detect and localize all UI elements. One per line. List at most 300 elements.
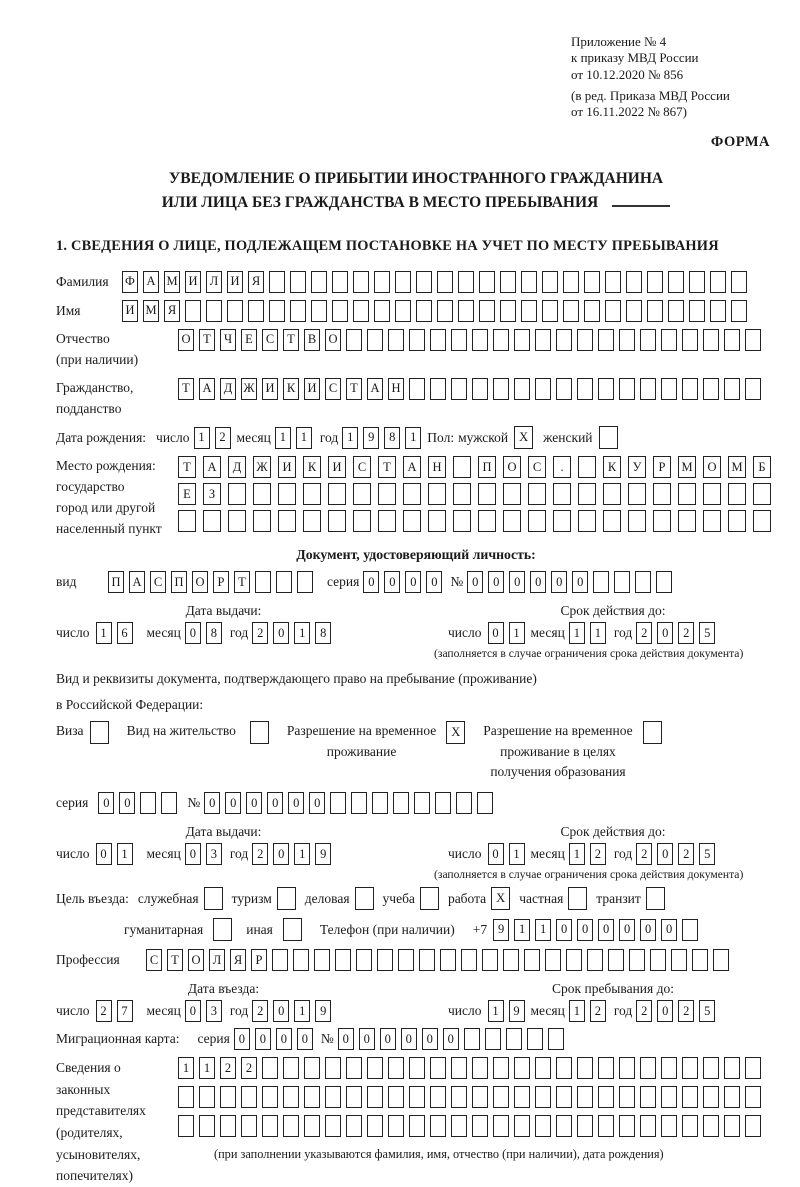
form-cell[interactable]: А bbox=[143, 271, 159, 293]
form-cell[interactable]: 0 bbox=[185, 843, 201, 865]
form-cell[interactable] bbox=[304, 1086, 320, 1108]
form-cell[interactable]: Р bbox=[251, 949, 267, 971]
form-cell[interactable]: Т bbox=[178, 378, 194, 400]
form-cell[interactable] bbox=[451, 1057, 467, 1079]
form-cell[interactable] bbox=[409, 329, 425, 351]
form-cell[interactable] bbox=[493, 378, 509, 400]
form-cell[interactable] bbox=[603, 483, 621, 505]
form-cell[interactable] bbox=[367, 1115, 383, 1137]
form-cell[interactable]: 1 bbox=[590, 622, 606, 644]
form-cell[interactable] bbox=[435, 792, 451, 814]
form-cell[interactable]: 0 bbox=[488, 622, 504, 644]
form-cell[interactable]: 0 bbox=[185, 1000, 201, 1022]
form-cell[interactable]: 1 bbox=[96, 622, 112, 644]
form-cell[interactable] bbox=[393, 792, 409, 814]
form-cell[interactable]: 9 bbox=[493, 919, 509, 941]
form-cell[interactable]: 0 bbox=[530, 571, 546, 593]
form-cell[interactable]: И bbox=[278, 456, 296, 478]
form-cell[interactable] bbox=[577, 1115, 593, 1137]
form-cell[interactable] bbox=[577, 329, 593, 351]
form-cell[interactable] bbox=[314, 949, 330, 971]
form-cell[interactable] bbox=[204, 887, 223, 910]
form-cell[interactable] bbox=[647, 300, 663, 322]
form-cell[interactable] bbox=[278, 510, 296, 532]
form-cell[interactable] bbox=[724, 329, 740, 351]
form-cell[interactable] bbox=[535, 378, 551, 400]
form-cell[interactable] bbox=[528, 510, 546, 532]
form-cell[interactable]: Т bbox=[283, 329, 299, 351]
form-cell[interactable] bbox=[731, 300, 747, 322]
form-cell[interactable] bbox=[330, 792, 346, 814]
form-cell[interactable] bbox=[753, 510, 771, 532]
form-cell[interactable] bbox=[682, 919, 698, 941]
form-cell[interactable] bbox=[199, 1086, 215, 1108]
form-cell[interactable]: О bbox=[188, 949, 204, 971]
form-cell[interactable]: 7 bbox=[117, 1000, 133, 1022]
form-cell[interactable] bbox=[545, 949, 561, 971]
form-cell[interactable]: 2 bbox=[678, 1000, 694, 1022]
form-cell[interactable] bbox=[311, 271, 327, 293]
form-cell[interactable]: 8 bbox=[206, 622, 222, 644]
form-cell[interactable] bbox=[628, 510, 646, 532]
form-cell[interactable] bbox=[278, 483, 296, 505]
form-cell[interactable]: О bbox=[325, 329, 341, 351]
form-cell[interactable] bbox=[556, 378, 572, 400]
form-cell[interactable] bbox=[199, 1115, 215, 1137]
form-cell[interactable] bbox=[506, 1028, 522, 1050]
form-cell[interactable]: Р bbox=[653, 456, 671, 478]
form-cell[interactable]: З bbox=[203, 483, 221, 505]
form-cell[interactable] bbox=[356, 949, 372, 971]
form-cell[interactable] bbox=[587, 949, 603, 971]
form-cell[interactable] bbox=[503, 510, 521, 532]
form-cell[interactable] bbox=[640, 378, 656, 400]
form-cell[interactable]: 0 bbox=[119, 792, 135, 814]
form-cell[interactable]: А bbox=[403, 456, 421, 478]
form-cell[interactable] bbox=[178, 1086, 194, 1108]
form-cell[interactable] bbox=[514, 329, 530, 351]
form-cell[interactable]: 0 bbox=[619, 919, 635, 941]
form-cell[interactable]: 0 bbox=[572, 571, 588, 593]
form-cell[interactable]: 2 bbox=[241, 1057, 257, 1079]
form-cell[interactable] bbox=[548, 1028, 564, 1050]
form-cell[interactable]: Т bbox=[167, 949, 183, 971]
form-cell[interactable]: 0 bbox=[246, 792, 262, 814]
form-cell[interactable] bbox=[461, 949, 477, 971]
form-cell[interactable] bbox=[598, 1057, 614, 1079]
form-cell[interactable]: 0 bbox=[273, 622, 289, 644]
form-cell[interactable] bbox=[556, 1086, 572, 1108]
form-cell[interactable]: 2 bbox=[252, 622, 268, 644]
form-cell[interactable]: О bbox=[503, 456, 521, 478]
form-cell[interactable] bbox=[227, 300, 243, 322]
form-cell[interactable] bbox=[635, 571, 651, 593]
form-cell[interactable]: Р bbox=[213, 571, 229, 593]
form-cell[interactable]: Т bbox=[178, 456, 196, 478]
form-cell[interactable]: 2 bbox=[636, 843, 652, 865]
form-cell[interactable] bbox=[453, 483, 471, 505]
form-cell[interactable] bbox=[650, 949, 666, 971]
form-cell[interactable] bbox=[409, 378, 425, 400]
form-cell[interactable] bbox=[682, 1115, 698, 1137]
form-cell[interactable] bbox=[640, 1115, 656, 1137]
form-cell[interactable] bbox=[753, 483, 771, 505]
form-cell[interactable]: 1 bbox=[296, 427, 312, 449]
form-cell[interactable] bbox=[311, 300, 327, 322]
form-cell[interactable] bbox=[262, 1115, 278, 1137]
form-cell[interactable] bbox=[514, 1057, 530, 1079]
form-cell[interactable] bbox=[619, 378, 635, 400]
form-cell[interactable]: 0 bbox=[267, 792, 283, 814]
form-cell[interactable] bbox=[367, 1057, 383, 1079]
form-cell[interactable] bbox=[553, 510, 571, 532]
form-cell[interactable] bbox=[528, 483, 546, 505]
form-cell[interactable] bbox=[678, 483, 696, 505]
form-cell[interactable]: 5 bbox=[699, 622, 715, 644]
form-cell[interactable]: 0 bbox=[598, 919, 614, 941]
form-cell[interactable] bbox=[276, 571, 292, 593]
form-cell[interactable] bbox=[325, 1057, 341, 1079]
form-cell[interactable] bbox=[228, 510, 246, 532]
form-cell[interactable] bbox=[388, 1115, 404, 1137]
form-cell[interactable] bbox=[724, 1086, 740, 1108]
form-cell[interactable] bbox=[703, 483, 721, 505]
form-cell[interactable] bbox=[500, 271, 516, 293]
form-cell[interactable]: М bbox=[143, 300, 159, 322]
form-cell[interactable]: 2 bbox=[678, 622, 694, 644]
form-cell[interactable] bbox=[653, 510, 671, 532]
form-cell[interactable] bbox=[374, 271, 390, 293]
form-cell[interactable]: Н bbox=[388, 378, 404, 400]
form-cell[interactable]: О bbox=[192, 571, 208, 593]
form-cell[interactable] bbox=[710, 300, 726, 322]
form-cell[interactable]: А bbox=[199, 378, 215, 400]
form-cell[interactable] bbox=[578, 483, 596, 505]
form-cell[interactable] bbox=[640, 1057, 656, 1079]
form-cell[interactable]: 0 bbox=[309, 792, 325, 814]
form-cell[interactable] bbox=[493, 1057, 509, 1079]
form-cell[interactable] bbox=[556, 329, 572, 351]
form-cell[interactable]: 0 bbox=[488, 571, 504, 593]
form-cell[interactable] bbox=[409, 1057, 425, 1079]
form-cell[interactable] bbox=[482, 949, 498, 971]
form-cell[interactable] bbox=[293, 949, 309, 971]
form-cell[interactable] bbox=[619, 329, 635, 351]
form-cell[interactable]: 0 bbox=[556, 919, 572, 941]
form-cell[interactable] bbox=[514, 378, 530, 400]
form-cell[interactable] bbox=[437, 271, 453, 293]
form-cell[interactable] bbox=[493, 1115, 509, 1137]
form-cell[interactable]: 2 bbox=[215, 427, 231, 449]
form-cell[interactable] bbox=[250, 721, 269, 744]
form-cell[interactable] bbox=[703, 1115, 719, 1137]
form-cell[interactable] bbox=[351, 792, 367, 814]
form-cell[interactable] bbox=[578, 456, 596, 478]
form-cell[interactable] bbox=[283, 1086, 299, 1108]
form-cell[interactable] bbox=[283, 1057, 299, 1079]
form-cell[interactable]: 0 bbox=[426, 571, 442, 593]
form-cell[interactable] bbox=[524, 949, 540, 971]
form-cell[interactable] bbox=[346, 1115, 362, 1137]
form-cell[interactable] bbox=[161, 792, 177, 814]
form-cell[interactable] bbox=[395, 271, 411, 293]
form-cell[interactable] bbox=[614, 571, 630, 593]
form-cell[interactable]: 1 bbox=[405, 427, 421, 449]
form-cell[interactable] bbox=[728, 483, 746, 505]
form-cell[interactable]: 0 bbox=[359, 1028, 375, 1050]
form-cell[interactable]: И bbox=[185, 271, 201, 293]
form-cell[interactable] bbox=[414, 792, 430, 814]
form-cell[interactable]: 0 bbox=[225, 792, 241, 814]
form-cell[interactable] bbox=[598, 1115, 614, 1137]
form-cell[interactable] bbox=[372, 792, 388, 814]
form-cell[interactable] bbox=[346, 329, 362, 351]
form-cell[interactable] bbox=[563, 300, 579, 322]
form-cell[interactable] bbox=[303, 510, 321, 532]
form-cell[interactable]: 6 bbox=[117, 622, 133, 644]
form-cell[interactable] bbox=[643, 721, 662, 744]
form-cell[interactable]: 1 bbox=[569, 622, 585, 644]
form-cell[interactable] bbox=[409, 1115, 425, 1137]
form-cell[interactable] bbox=[430, 1057, 446, 1079]
form-cell[interactable]: Е bbox=[241, 329, 257, 351]
form-cell[interactable] bbox=[472, 1086, 488, 1108]
form-cell[interactable]: 0 bbox=[255, 1028, 271, 1050]
form-cell[interactable]: 0 bbox=[98, 792, 114, 814]
form-cell[interactable] bbox=[535, 1086, 551, 1108]
form-cell[interactable]: 8 bbox=[315, 622, 331, 644]
form-cell[interactable]: Е bbox=[178, 483, 196, 505]
form-cell[interactable] bbox=[628, 483, 646, 505]
form-cell[interactable] bbox=[451, 329, 467, 351]
form-cell[interactable] bbox=[451, 378, 467, 400]
form-cell[interactable] bbox=[728, 510, 746, 532]
form-cell[interactable] bbox=[241, 1086, 257, 1108]
form-cell[interactable] bbox=[472, 378, 488, 400]
form-cell[interactable] bbox=[647, 271, 663, 293]
form-cell[interactable]: 1 bbox=[509, 843, 525, 865]
form-cell[interactable]: 0 bbox=[657, 1000, 673, 1022]
form-cell[interactable]: 0 bbox=[204, 792, 220, 814]
form-cell[interactable] bbox=[346, 1057, 362, 1079]
form-cell[interactable]: И bbox=[328, 456, 346, 478]
form-cell[interactable] bbox=[220, 1086, 236, 1108]
form-cell[interactable]: 3 bbox=[206, 1000, 222, 1022]
form-cell[interactable]: 0 bbox=[338, 1028, 354, 1050]
form-cell[interactable]: 1 bbox=[178, 1057, 194, 1079]
form-cell[interactable] bbox=[90, 721, 109, 744]
form-cell[interactable]: 5 bbox=[699, 843, 715, 865]
form-cell[interactable] bbox=[388, 329, 404, 351]
form-cell[interactable] bbox=[430, 378, 446, 400]
form-cell[interactable]: 0 bbox=[401, 1028, 417, 1050]
form-cell[interactable] bbox=[420, 887, 439, 910]
form-cell[interactable] bbox=[304, 1057, 320, 1079]
form-cell[interactable] bbox=[248, 300, 264, 322]
form-cell[interactable]: 1 bbox=[294, 1000, 310, 1022]
form-cell[interactable] bbox=[374, 300, 390, 322]
form-cell[interactable] bbox=[703, 1086, 719, 1108]
form-cell[interactable]: 2 bbox=[220, 1057, 236, 1079]
form-cell[interactable]: 2 bbox=[252, 843, 268, 865]
form-cell[interactable] bbox=[253, 510, 271, 532]
form-cell[interactable]: 0 bbox=[657, 622, 673, 644]
form-cell[interactable] bbox=[403, 483, 421, 505]
form-cell[interactable] bbox=[493, 329, 509, 351]
form-cell[interactable] bbox=[206, 300, 222, 322]
form-cell[interactable] bbox=[478, 510, 496, 532]
form-cell[interactable] bbox=[745, 1086, 761, 1108]
form-cell[interactable] bbox=[661, 378, 677, 400]
form-cell[interactable] bbox=[598, 329, 614, 351]
form-cell[interactable]: И bbox=[304, 378, 320, 400]
form-cell[interactable] bbox=[521, 271, 537, 293]
form-cell[interactable]: М bbox=[164, 271, 180, 293]
form-cell[interactable] bbox=[556, 1115, 572, 1137]
form-cell[interactable] bbox=[395, 300, 411, 322]
form-cell[interactable] bbox=[290, 271, 306, 293]
form-cell[interactable] bbox=[416, 271, 432, 293]
form-cell[interactable] bbox=[731, 271, 747, 293]
form-cell[interactable] bbox=[185, 300, 201, 322]
form-cell[interactable] bbox=[178, 1115, 194, 1137]
form-cell[interactable] bbox=[428, 483, 446, 505]
form-cell[interactable] bbox=[682, 1086, 698, 1108]
form-cell[interactable]: 1 bbox=[199, 1057, 215, 1079]
form-cell[interactable] bbox=[325, 1115, 341, 1137]
form-cell[interactable]: С bbox=[146, 949, 162, 971]
form-cell[interactable] bbox=[535, 1057, 551, 1079]
form-cell[interactable] bbox=[724, 378, 740, 400]
form-cell[interactable]: П bbox=[478, 456, 496, 478]
form-cell[interactable]: У bbox=[628, 456, 646, 478]
form-cell[interactable]: 1 bbox=[275, 427, 291, 449]
form-cell[interactable] bbox=[437, 300, 453, 322]
form-cell[interactable] bbox=[328, 510, 346, 532]
form-cell[interactable] bbox=[682, 1057, 698, 1079]
form-cell[interactable]: Т bbox=[234, 571, 250, 593]
form-cell[interactable]: Ж bbox=[241, 378, 257, 400]
form-cell[interactable] bbox=[619, 1115, 635, 1137]
form-cell[interactable] bbox=[178, 510, 196, 532]
form-cell[interactable] bbox=[228, 483, 246, 505]
form-cell[interactable]: 1 bbox=[194, 427, 210, 449]
form-cell[interactable] bbox=[619, 1086, 635, 1108]
form-cell[interactable] bbox=[689, 271, 705, 293]
form-cell[interactable] bbox=[272, 949, 288, 971]
form-cell[interactable]: С bbox=[262, 329, 278, 351]
form-cell[interactable] bbox=[563, 271, 579, 293]
form-cell[interactable] bbox=[269, 300, 285, 322]
form-cell[interactable] bbox=[283, 1115, 299, 1137]
form-cell[interactable]: 2 bbox=[96, 1000, 112, 1022]
form-cell[interactable] bbox=[703, 329, 719, 351]
form-cell[interactable] bbox=[689, 300, 705, 322]
form-cell[interactable] bbox=[514, 1086, 530, 1108]
form-cell[interactable] bbox=[568, 887, 587, 910]
form-cell[interactable]: 3 bbox=[206, 843, 222, 865]
form-cell[interactable]: Н bbox=[428, 456, 446, 478]
form-cell[interactable] bbox=[346, 1086, 362, 1108]
form-cell[interactable] bbox=[745, 329, 761, 351]
form-cell[interactable] bbox=[255, 571, 271, 593]
form-cell[interactable] bbox=[472, 329, 488, 351]
form-cell[interactable]: 1 bbox=[569, 843, 585, 865]
form-cell[interactable] bbox=[724, 1057, 740, 1079]
form-cell[interactable] bbox=[668, 271, 684, 293]
form-cell[interactable] bbox=[456, 792, 472, 814]
form-cell[interactable]: А bbox=[203, 456, 221, 478]
form-cell[interactable] bbox=[378, 483, 396, 505]
form-cell[interactable] bbox=[535, 1115, 551, 1137]
form-cell[interactable] bbox=[355, 887, 374, 910]
form-cell[interactable]: 5 bbox=[699, 1000, 715, 1022]
form-cell[interactable] bbox=[220, 1115, 236, 1137]
form-cell[interactable]: 0 bbox=[363, 571, 379, 593]
form-cell[interactable] bbox=[661, 1057, 677, 1079]
form-cell[interactable]: 1 bbox=[488, 1000, 504, 1022]
form-cell[interactable] bbox=[503, 949, 519, 971]
form-cell[interactable]: Д bbox=[228, 456, 246, 478]
form-cell[interactable] bbox=[367, 1086, 383, 1108]
form-cell[interactable] bbox=[710, 271, 726, 293]
form-cell[interactable] bbox=[653, 483, 671, 505]
form-cell[interactable]: 0 bbox=[185, 622, 201, 644]
form-cell[interactable] bbox=[553, 483, 571, 505]
form-cell[interactable]: 0 bbox=[297, 1028, 313, 1050]
form-cell[interactable]: 2 bbox=[678, 843, 694, 865]
form-cell[interactable] bbox=[535, 329, 551, 351]
form-cell[interactable] bbox=[325, 1086, 341, 1108]
form-cell[interactable] bbox=[584, 271, 600, 293]
form-cell[interactable] bbox=[703, 1057, 719, 1079]
form-cell[interactable] bbox=[577, 378, 593, 400]
form-cell[interactable]: Б bbox=[753, 456, 771, 478]
form-cell[interactable]: 2 bbox=[636, 622, 652, 644]
form-cell[interactable] bbox=[503, 483, 521, 505]
form-cell[interactable] bbox=[745, 378, 761, 400]
form-cell[interactable] bbox=[500, 300, 516, 322]
form-cell[interactable] bbox=[297, 571, 313, 593]
form-cell[interactable] bbox=[479, 271, 495, 293]
form-cell[interactable]: К bbox=[603, 456, 621, 478]
form-cell[interactable] bbox=[353, 271, 369, 293]
form-cell[interactable]: 0 bbox=[488, 843, 504, 865]
form-cell[interactable]: И bbox=[122, 300, 138, 322]
form-cell[interactable] bbox=[304, 1115, 320, 1137]
form-cell[interactable] bbox=[464, 1028, 480, 1050]
form-cell[interactable]: 9 bbox=[363, 427, 379, 449]
form-cell[interactable] bbox=[661, 1115, 677, 1137]
form-cell[interactable] bbox=[332, 271, 348, 293]
form-cell[interactable] bbox=[416, 300, 432, 322]
form-cell[interactable] bbox=[703, 510, 721, 532]
form-cell[interactable]: П bbox=[171, 571, 187, 593]
form-cell[interactable] bbox=[458, 300, 474, 322]
form-cell[interactable] bbox=[269, 271, 285, 293]
form-cell[interactable] bbox=[542, 300, 558, 322]
form-cell[interactable] bbox=[451, 1086, 467, 1108]
form-cell[interactable]: Т bbox=[378, 456, 396, 478]
form-cell[interactable]: 1 bbox=[509, 622, 525, 644]
form-cell[interactable] bbox=[303, 483, 321, 505]
form-cell[interactable] bbox=[678, 510, 696, 532]
form-cell[interactable] bbox=[605, 271, 621, 293]
form-cell[interactable]: 1 bbox=[569, 1000, 585, 1022]
form-cell[interactable] bbox=[140, 792, 156, 814]
form-cell[interactable]: 0 bbox=[96, 843, 112, 865]
form-cell[interactable]: С bbox=[353, 456, 371, 478]
